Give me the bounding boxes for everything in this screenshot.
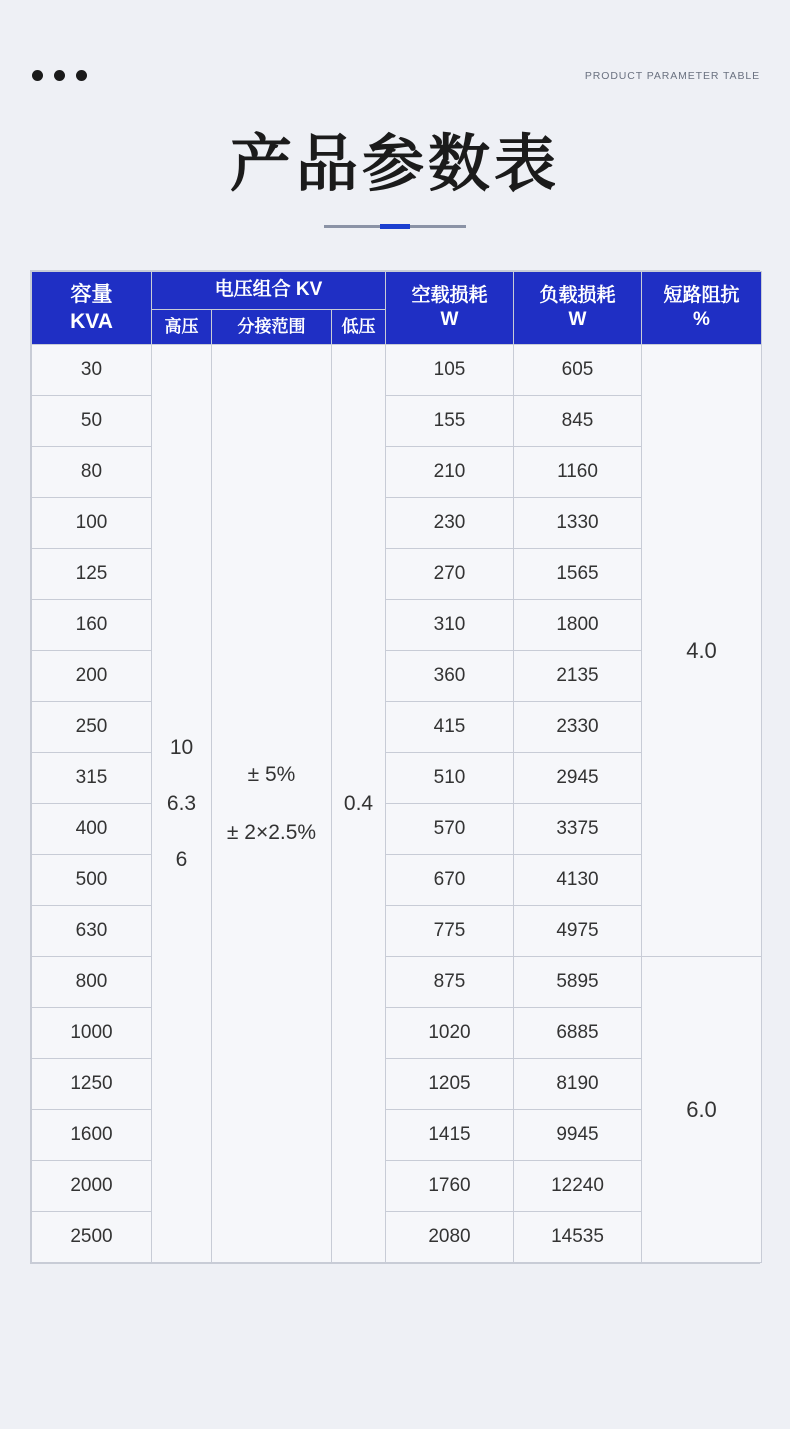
header-high-voltage: 高压 bbox=[152, 309, 212, 344]
cell-load-loss: 605 bbox=[514, 345, 642, 396]
cell-no-load-loss: 155 bbox=[386, 396, 514, 447]
cell-no-load-loss: 1020 bbox=[386, 1008, 514, 1059]
header-tap-range: 分接范围 bbox=[212, 309, 332, 344]
header-load-loss-line2: W bbox=[568, 309, 587, 331]
cell-no-load-loss: 415 bbox=[386, 702, 514, 753]
page-title: 产品参数表 bbox=[229, 127, 560, 200]
cell-load-loss: 9945 bbox=[514, 1110, 642, 1161]
table-header-row-1 bbox=[32, 272, 762, 310]
cell-load-loss: 4975 bbox=[514, 906, 642, 957]
cell-no-load-loss: 1760 bbox=[386, 1161, 514, 1212]
cell-load-loss: 8190 bbox=[514, 1059, 642, 1110]
cell-load-loss: 1330 bbox=[514, 498, 642, 549]
cell-load-loss: 14535 bbox=[514, 1212, 642, 1263]
cell-capacity: 50 bbox=[32, 396, 152, 447]
table-header bbox=[32, 272, 762, 345]
cell-no-load-loss: 570 bbox=[386, 804, 514, 855]
cell-load-loss: 1565 bbox=[514, 549, 642, 600]
cell-capacity: 80 bbox=[32, 447, 152, 498]
cell-capacity: 30 bbox=[32, 345, 152, 396]
cell-capacity: 800 bbox=[32, 957, 152, 1008]
high-voltage-value: 10 bbox=[169, 735, 194, 759]
cell-load-loss: 6885 bbox=[514, 1008, 642, 1059]
cell-load-loss: 5895 bbox=[514, 957, 642, 1008]
cell-load-loss: 2135 bbox=[514, 651, 642, 702]
cell-no-load-loss: 360 bbox=[386, 651, 514, 702]
cell-no-load-loss: 1205 bbox=[386, 1059, 514, 1110]
cell-no-load-loss: 1415 bbox=[386, 1110, 514, 1161]
header-low-voltage: 低压 bbox=[332, 309, 386, 344]
cell-impedance-group-1: 4.0 bbox=[642, 345, 762, 957]
header-no-load-loss-line1: 空载损耗 bbox=[411, 284, 488, 306]
table-row bbox=[32, 957, 762, 1008]
header-capacity bbox=[32, 272, 152, 345]
header-load-loss bbox=[514, 272, 642, 345]
cell-capacity: 160 bbox=[32, 600, 152, 651]
cell-capacity: 630 bbox=[32, 906, 152, 957]
parameter-table-wrapper bbox=[30, 270, 760, 1264]
cell-no-load-loss: 875 bbox=[386, 957, 514, 1008]
cell-tap-range-merged bbox=[212, 345, 332, 1263]
dot-icon bbox=[76, 70, 87, 81]
page-header bbox=[0, 0, 790, 110]
header-eyebrow-text: PRODUCT PARAMETER TABLE bbox=[584, 70, 760, 82]
cell-no-load-loss: 210 bbox=[386, 447, 514, 498]
cell-no-load-loss: 270 bbox=[386, 549, 514, 600]
title-divider bbox=[324, 225, 466, 228]
dot-icon bbox=[32, 70, 43, 81]
cell-no-load-loss: 510 bbox=[386, 753, 514, 804]
cell-capacity: 1600 bbox=[32, 1110, 152, 1161]
high-voltage-value: 6 bbox=[175, 847, 188, 871]
cell-capacity: 100 bbox=[32, 498, 152, 549]
cell-load-loss: 845 bbox=[514, 396, 642, 447]
header-impedance-line1: 短路阻抗 bbox=[663, 284, 740, 306]
dot-icon bbox=[54, 70, 65, 81]
cell-load-loss: 3375 bbox=[514, 804, 642, 855]
cell-load-loss: 1160 bbox=[514, 447, 642, 498]
parameter-table bbox=[31, 271, 762, 1263]
cell-no-load-loss: 310 bbox=[386, 600, 514, 651]
cell-capacity: 2000 bbox=[32, 1161, 152, 1212]
table-body bbox=[32, 345, 762, 1263]
cell-low-voltage-merged: 0.4 bbox=[332, 345, 386, 1263]
header-impedance bbox=[642, 272, 762, 345]
cell-load-loss: 4130 bbox=[514, 855, 642, 906]
decorative-dots bbox=[32, 70, 87, 81]
footer-spacer bbox=[0, 1264, 790, 1304]
cell-no-load-loss: 2080 bbox=[386, 1212, 514, 1263]
high-voltage-value: 6.3 bbox=[166, 791, 197, 815]
tap-range-value: ± 5% bbox=[247, 762, 296, 786]
header-capacity-line2: KVA bbox=[70, 310, 113, 334]
cell-capacity: 1250 bbox=[32, 1059, 152, 1110]
table-row bbox=[32, 345, 762, 396]
cell-load-loss: 12240 bbox=[514, 1161, 642, 1212]
header-load-loss-line1: 负载损耗 bbox=[539, 284, 616, 306]
tap-range-value: ± 2×2.5% bbox=[226, 820, 317, 844]
cell-no-load-loss: 670 bbox=[386, 855, 514, 906]
title-block bbox=[0, 128, 790, 228]
header-no-load-loss-line2: W bbox=[440, 309, 459, 331]
cell-capacity: 200 bbox=[32, 651, 152, 702]
cell-no-load-loss: 230 bbox=[386, 498, 514, 549]
cell-no-load-loss: 775 bbox=[386, 906, 514, 957]
cell-capacity: 1000 bbox=[32, 1008, 152, 1059]
cell-capacity: 500 bbox=[32, 855, 152, 906]
header-impedance-line2: % bbox=[693, 309, 710, 331]
cell-impedance-group-2: 6.0 bbox=[642, 957, 762, 1263]
cell-load-loss: 2945 bbox=[514, 753, 642, 804]
cell-capacity: 125 bbox=[32, 549, 152, 600]
cell-capacity: 400 bbox=[32, 804, 152, 855]
cell-capacity: 2500 bbox=[32, 1212, 152, 1263]
header-no-load-loss bbox=[386, 272, 514, 345]
cell-load-loss: 2330 bbox=[514, 702, 642, 753]
cell-load-loss: 1800 bbox=[514, 600, 642, 651]
cell-capacity: 250 bbox=[32, 702, 152, 753]
header-capacity-line1: 容量 bbox=[70, 282, 113, 306]
header-voltage-group: 电压组合 KV bbox=[152, 272, 386, 310]
cell-capacity: 315 bbox=[32, 753, 152, 804]
cell-high-voltage-merged bbox=[152, 345, 212, 1263]
cell-no-load-loss: 105 bbox=[386, 345, 514, 396]
